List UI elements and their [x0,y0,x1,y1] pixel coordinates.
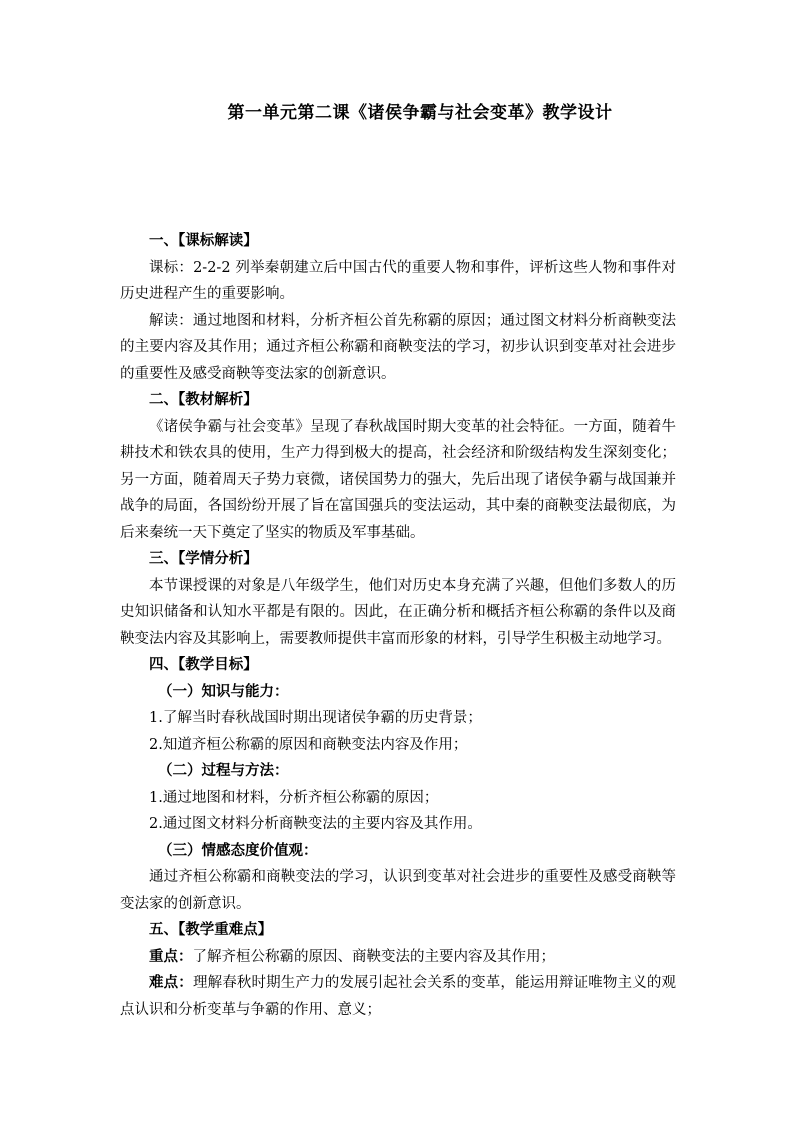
difficulty-line [120,970,676,1023]
section-heading-key-points: 五、【教学重难点】 [149,921,273,938]
document-body [120,228,676,1023]
objective-item: 2.通过图文材料分析商鞅变法的主要内容及其作用。 [149,816,482,832]
page-title: 第一单元第二课《诸侯争霸与社会变革》教学设计 [227,103,613,123]
section-heading-textbook: 二、【教材解析】 [149,391,258,408]
key-point-line [120,944,676,971]
section-heading-curriculum: 一、【课标解读】 [149,232,258,249]
section-heading-objectives: 四、【教学目标】 [149,656,258,673]
curriculum-interpretation-paragraph: 解读：通过地图和材料，分析齐桓公首先称霸的原因；通过图文材料分析商鞅变法的主要内容及其作用；通过齐桓公称霸和商鞅变法的学习，初步认识到变革对社会进步的重要性及感受商鞅等变法家的创新意识。 [120,312,676,382]
textbook-analysis-paragraph: 《诸侯争霸与社会变革》呈现了春秋战国时期大变革的社会特征。一方面，随着牛耕技术和铁农具的使用，生产力得到极大的提高，社会经济和阶级结构发生深刻变化；另一方面，随着周天子势力衰微，诸侯国势力的强大，先后出现了诸侯争霸与战国兼并战争的局面，各国纷纷开展了旨在富国强兵的变法运动，其中秦的商鞅变法最彻底，为后来秦统一天下奠定了坚实的物质及军事基础。 [120,418,676,541]
objective-sub-knowledge: （一）知识与能力： [158,682,289,700]
curriculum-standard-paragraph: 课标：2-2-2 列举秦朝建立后中国古代的重要人物和事件，评析这些人物和事件对历史进程产生的重要影响。 [120,259,676,302]
key-point-label: 重点： [149,947,193,965]
section-heading-students: 三、【学情分析】 [149,550,258,567]
objective-item: 1.了解当时春秋战国时期出现诸侯争霸的历史背景； [149,710,482,726]
objective-sub-values: （三）情感态度价值观： [158,841,318,859]
objective-item: 2.知道齐桓公称霸的原因和商鞅变法内容及作用； [149,736,468,753]
student-analysis-paragraph: 本节课授课的对象是八年级学生，他们对历史本身充满了兴趣，但他们多数人的历史知识储备和认知水平都是有限的。因此，在正确分析和概括齐桓公称霸的条件以及商鞅变法内容及其影响上，需要教师提供丰富而形象的材料，引导学生积极主动地学习。 [120,577,676,647]
objective-item: 1.通过地图和材料，分析齐桓公称霸的原因； [149,789,439,806]
values-paragraph: 通过齐桓公称霸和商鞅变法的学习，认识到变革对社会进步的重要性及感受商鞅等变法家的创新意识。 [120,869,676,912]
objective-sub-process: （二）过程与方法： [158,762,289,779]
key-point-text: 了解齐桓公称霸的原因、商鞅变法的主要内容及其作用； [192,948,555,965]
difficulty-text: 理解春秋时期生产力的发展引起社会关系的变革，能运用辩证唯物主义的观点认识和分析变革与争霸的作用、意义； [120,975,677,1018]
difficulty-label: 难点： [149,974,193,991]
